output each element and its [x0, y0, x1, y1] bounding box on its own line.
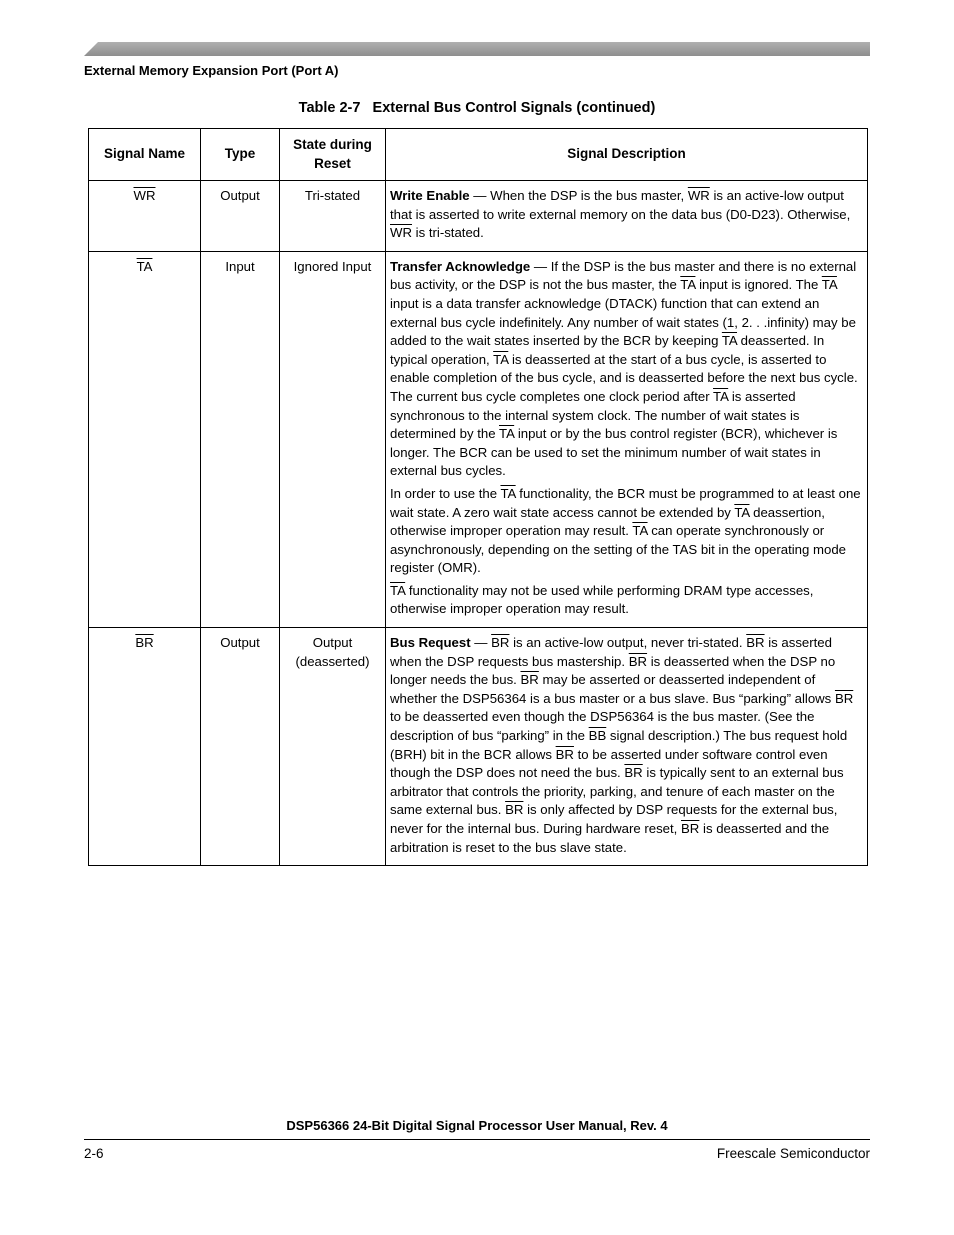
description-text: is deasserted when the DSP no longer needs the bus.	[390, 653, 836, 688]
signal-reference: $\overline{BB}$	[588, 728, 607, 744]
col-header-signal-name: Signal Name	[89, 129, 201, 181]
description-text: In order to use the	[390, 485, 501, 501]
description-text: is asserted synchronous to the internal system clock. The number of wait states is determined by the	[390, 388, 800, 442]
description-paragraph	[390, 187, 863, 243]
signal-reference: $\overline{TA}$	[493, 351, 509, 367]
col-header-description: Signal Description	[386, 129, 868, 181]
state-during-reset: (deasserted)	[295, 653, 370, 669]
footer-title: DSP56366 24-Bit Digital Signal Processor User Manual, Rev. 4	[286, 1118, 668, 1133]
description-text: is tri-stated.	[411, 225, 484, 241]
state-during-reset: Ignored Input	[293, 258, 372, 274]
signal-reference: $\overline{BR}$	[628, 653, 648, 669]
col-header-type: Type	[201, 129, 280, 181]
signal-reference: $\overline{TA}$	[721, 333, 738, 349]
col-header-state-during-reset	[280, 129, 386, 181]
state-during-reset: Output	[312, 635, 353, 651]
col-header-state-line2: Reset	[314, 155, 351, 171]
state-during-reset-cell	[280, 628, 386, 866]
signal-type: Output	[201, 628, 280, 866]
company-name: Freescale Semiconductor	[716, 1146, 870, 1161]
description-text: may be asserted or deasserted independent of whether the DSP56364 is a bus master or a bus slave. Bus “parking” allows	[390, 672, 835, 706]
description-paragraph	[390, 634, 863, 857]
description-text: to be asserted under software control even though the DSP does not need the bus.	[390, 746, 828, 781]
table-row	[89, 251, 868, 627]
description-text: functionality may not be used while performing DRAM type accesses, otherwise improper operation may result.	[390, 582, 814, 617]
signal-type: Output	[201, 181, 280, 252]
signal-description-cell	[386, 628, 868, 866]
table-header-row	[89, 129, 868, 181]
signal-reference: $\overline{BR}$	[491, 635, 510, 651]
description-text: deasserted. In typical operation,	[390, 333, 825, 367]
description-text: is deasserted and the arbitration is reset to the bus slave state.	[390, 821, 830, 855]
page-number: 2-6	[84, 1146, 104, 1161]
description-paragraph	[390, 582, 863, 619]
signal-reference: $\overline{TA}$	[390, 582, 406, 598]
description-text: is an active-low output, never tri-stated.	[509, 635, 747, 651]
signal-reference: $\overline{TA}$	[821, 277, 837, 293]
description-text: deassertion, otherwise improper operation may result.	[390, 504, 825, 539]
description-text: is only affected by DSP requests for the external bus, never for the internal bus. During hardware reset,	[390, 802, 838, 836]
description-paragraph	[390, 485, 863, 578]
signal-reference: $\overline{BR}$	[746, 635, 765, 651]
signal-reference: $\overline{TA}$	[500, 485, 516, 501]
state-during-reset-cell	[280, 181, 386, 252]
signal-reference: $\overline{TA}$	[713, 388, 729, 404]
signal-reference: $\overline{WR}$	[687, 188, 710, 203]
signal-reference: $\overline{BR}$	[681, 821, 700, 836]
signal-name: $\overline{TA}$	[136, 258, 153, 274]
signal-description-cell	[386, 181, 868, 252]
state-during-reset: Tri-stated	[304, 188, 361, 203]
signal-reference: $\overline{BR}$	[505, 802, 524, 818]
description-text: is asserted when the DSP requests bus mastership.	[390, 635, 832, 669]
signal-reference: $\overline{TA}$	[734, 504, 750, 520]
section-title: External Memory Expansion Port (Port A)	[84, 63, 339, 78]
description-term: Transfer Acknowledge	[390, 258, 531, 274]
description-text: —	[470, 635, 492, 651]
signal-name-cell	[89, 251, 201, 627]
table-row	[89, 628, 868, 866]
description-text: is deasserted at the start of a bus cycle, is asserted to enable completion of the bus cycle, and is deasserted before the next bus cycle. The current bus cycle completes one clock period after	[390, 351, 858, 404]
signals-table	[88, 128, 868, 866]
table-caption: Table 2-7 External Bus Control Signals (continued)	[298, 100, 656, 116]
description-text: is an active-low output that is asserted to write external memory on the data bus (D0-D23). Otherwise,	[390, 188, 851, 222]
table-body	[89, 181, 868, 866]
signal-reference: $\overline{BR}$	[555, 746, 574, 762]
description-term: Bus Request	[390, 635, 471, 651]
signal-reference: $\overline{BR}$	[624, 765, 643, 781]
signal-reference: $\overline{BR}$	[520, 672, 539, 688]
signal-name: $\overline{BR}$	[135, 635, 154, 651]
signal-description-cell	[386, 251, 868, 627]
description-text: signal description.) The bus request hold (BRH) bit in the BCR allows	[390, 728, 848, 762]
state-during-reset-cell	[280, 251, 386, 627]
footer-rule	[84, 1139, 870, 1140]
signal-type: Input	[201, 251, 280, 627]
description-text: — When the DSP is the bus master,	[469, 188, 688, 203]
description-text: is typically sent to an external bus arbitrator that controls the priority, parking, and tenure of each master on the same external bus.	[390, 765, 844, 818]
description-text: input is a data transfer acknowledge (DTACK) function that can extend an external bus cycle indefinitely. Any number of wait states (1, 2. . .infinity) may be added to the wait states inserted by the BCR by keeping	[390, 295, 856, 349]
description-text: to be deasserted even though the DSP56364 is the bus master. (See the description of bus “parking” in the	[390, 709, 815, 744]
signal-name-cell	[89, 181, 201, 252]
header-bar	[84, 42, 870, 56]
signal-reference: $\overline{BR}$	[834, 690, 854, 706]
description-text: can operate synchronously or asynchronously, depending on the setting of the TAS bit in the operating mode register (OMR).	[390, 523, 847, 576]
signal-reference: $\overline{TA}$	[680, 277, 696, 293]
description-paragraph	[390, 258, 863, 481]
col-header-state-line1: State during	[293, 136, 372, 152]
description-text: — If the DSP is the bus master and there is no external bus activity, or the DSP is not the bus master, the	[390, 258, 857, 293]
description-text: input is ignored. The	[695, 277, 822, 293]
signal-reference: $\overline{WR}$	[390, 225, 412, 241]
description-text: input or by the bus control register (BCR), whichever is longer. The BCR can be used to set the minimum number of wait states in external bus cycles.	[390, 426, 838, 479]
description-text: functionality, the BCR must be programmed to at least one wait state. A zero wait state access cannot be extended by	[390, 485, 861, 520]
signal-reference: $\overline{TA}$	[499, 426, 515, 442]
table-row	[89, 181, 868, 252]
signal-name-cell	[89, 628, 201, 866]
signal-name: $\overline{WR}$	[133, 188, 156, 203]
description-term: Write Enable	[390, 188, 470, 203]
signal-reference: $\overline{TA}$	[632, 523, 648, 539]
